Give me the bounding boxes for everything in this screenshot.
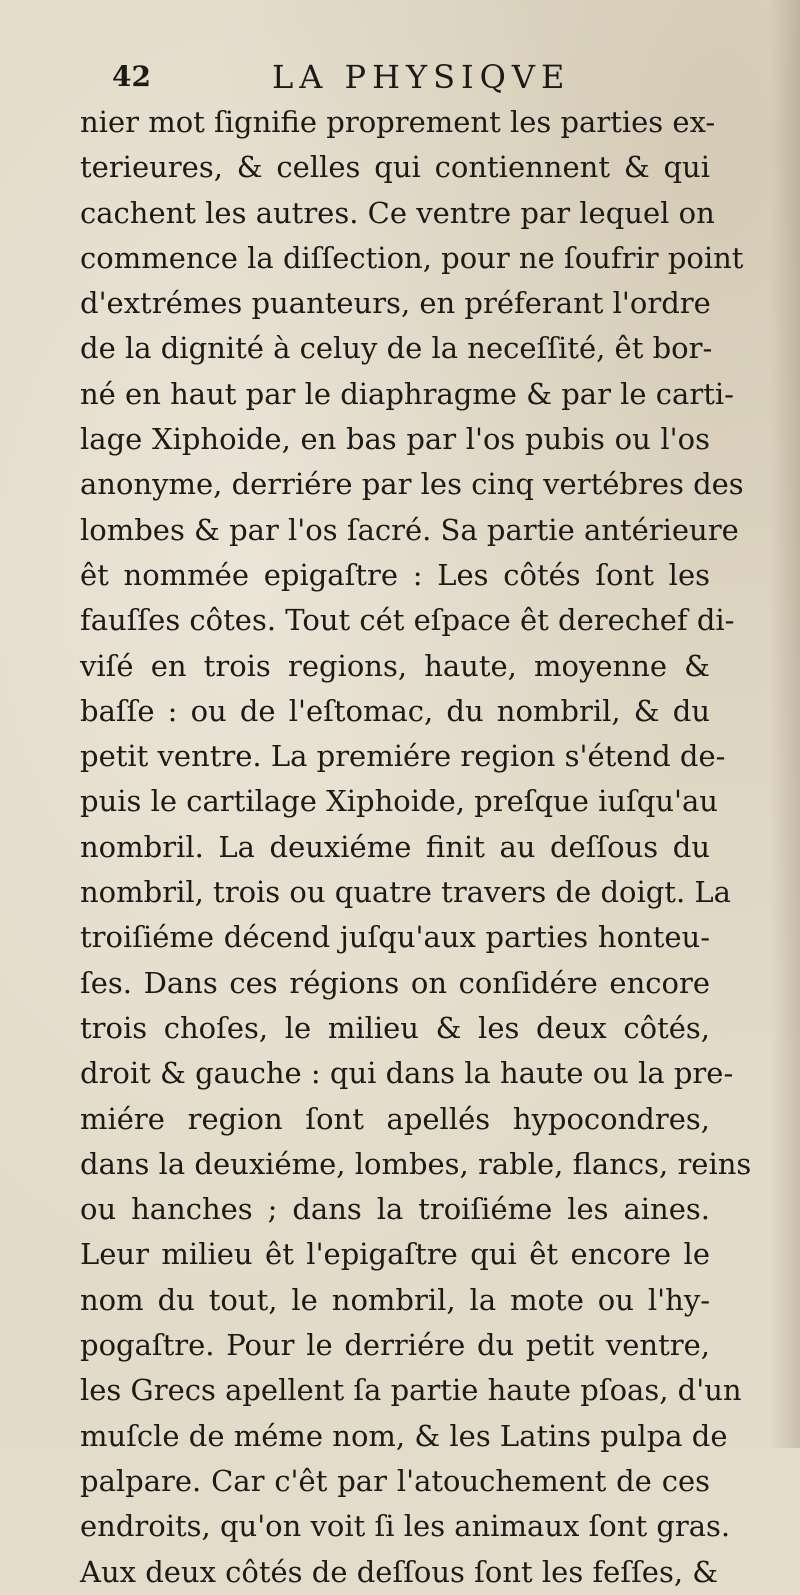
- text-line: né en haut par le diaphragme & par le carti-: [80, 376, 734, 411]
- text-line: nombril, trois ou quatre travers de doigt. La: [80, 875, 731, 910]
- text-line: cachent les autres. Ce ventre par lequel on: [80, 195, 715, 230]
- text-line: de la dignité à celuy de la neceſſité, êt bor-: [80, 331, 713, 366]
- text-line: lage Xiphoide, en bas par l'os pubis ou l'os: [80, 422, 710, 457]
- text-line: pogaſtre. Pour le derriére du petit ventre,: [80, 1328, 710, 1363]
- text-line: fauſſes côtes. Tout cét eſpace êt derechef di-: [80, 603, 735, 638]
- text-line: terieures, & celles qui contiennent & qui: [80, 150, 710, 185]
- text-line: anonyme, derriére par les cinq vertébres des: [80, 467, 744, 502]
- text-line: lombes & par l'os ſacré. Sa partie antérieure: [80, 512, 739, 547]
- text-line: muſcle de méme nom, & les Latins pulpa de: [80, 1418, 728, 1453]
- text-line: endroits, qu'on voit ſi les animaux ſont gras.: [80, 1509, 731, 1544]
- text-line: miére region ſont apellés hypocondres,: [80, 1101, 710, 1136]
- text-line: commence la diſſection, pour ne ſoufrir point: [80, 240, 744, 275]
- text-line: Leur milieu êt l'epigaſtre qui êt encore le: [80, 1237, 710, 1272]
- body-text: [80, 100, 752, 1595]
- text-line: dans la deuxiéme, lombes, rable, flancs, reins: [80, 1146, 752, 1181]
- text-line: nom du tout, le nombril, la mote ou l'hy-: [80, 1282, 710, 1317]
- text-line: nombril. La deuxiéme finit au deſſous du: [80, 829, 710, 864]
- text-line: troiſiéme décend juſqu'aux parties honteu-: [80, 920, 710, 955]
- page-number: 42: [112, 60, 151, 93]
- text-line: droit & gauche : qui dans la haute ou la pre-: [80, 1056, 734, 1091]
- text-line: Aux deux côtés de deſſous ſont les feſſes, &: [80, 1554, 719, 1589]
- text-line: les Grecs apellent ſa partie haute pſoas, d'un: [80, 1373, 742, 1408]
- text-line: ou hanches ; dans la troiſiéme les aines.: [80, 1192, 710, 1227]
- text-line: puis le cartilage Xiphoide, preſque iuſqu'au: [80, 784, 718, 819]
- text-line: baſſe : ou de l'eſtomac, du nombril, & du: [80, 693, 710, 728]
- page-header: [112, 58, 602, 98]
- text-line: nier mot ſignifie proprement les parties ex-: [80, 105, 716, 139]
- text-line: ſes. Dans ces régions on conſidére encore: [80, 965, 710, 1000]
- text-line: petit ventre. La premiére region s'étend de-: [80, 739, 726, 774]
- text-line: palpare. Car c'êt par l'atouchement de ces: [80, 1463, 710, 1498]
- text-line: trois choſes, le milieu & les deux côtés,: [80, 1010, 710, 1045]
- text-line: viſé en trois regions, haute, moyenne &: [80, 648, 710, 683]
- text-line: d'extrémes puanteurs, en préferant l'ordre: [80, 286, 711, 321]
- running-head: LA PHYSIQVE: [272, 58, 571, 96]
- text-line: êt nommée epigaſtre : Les côtés ſont les: [80, 557, 710, 592]
